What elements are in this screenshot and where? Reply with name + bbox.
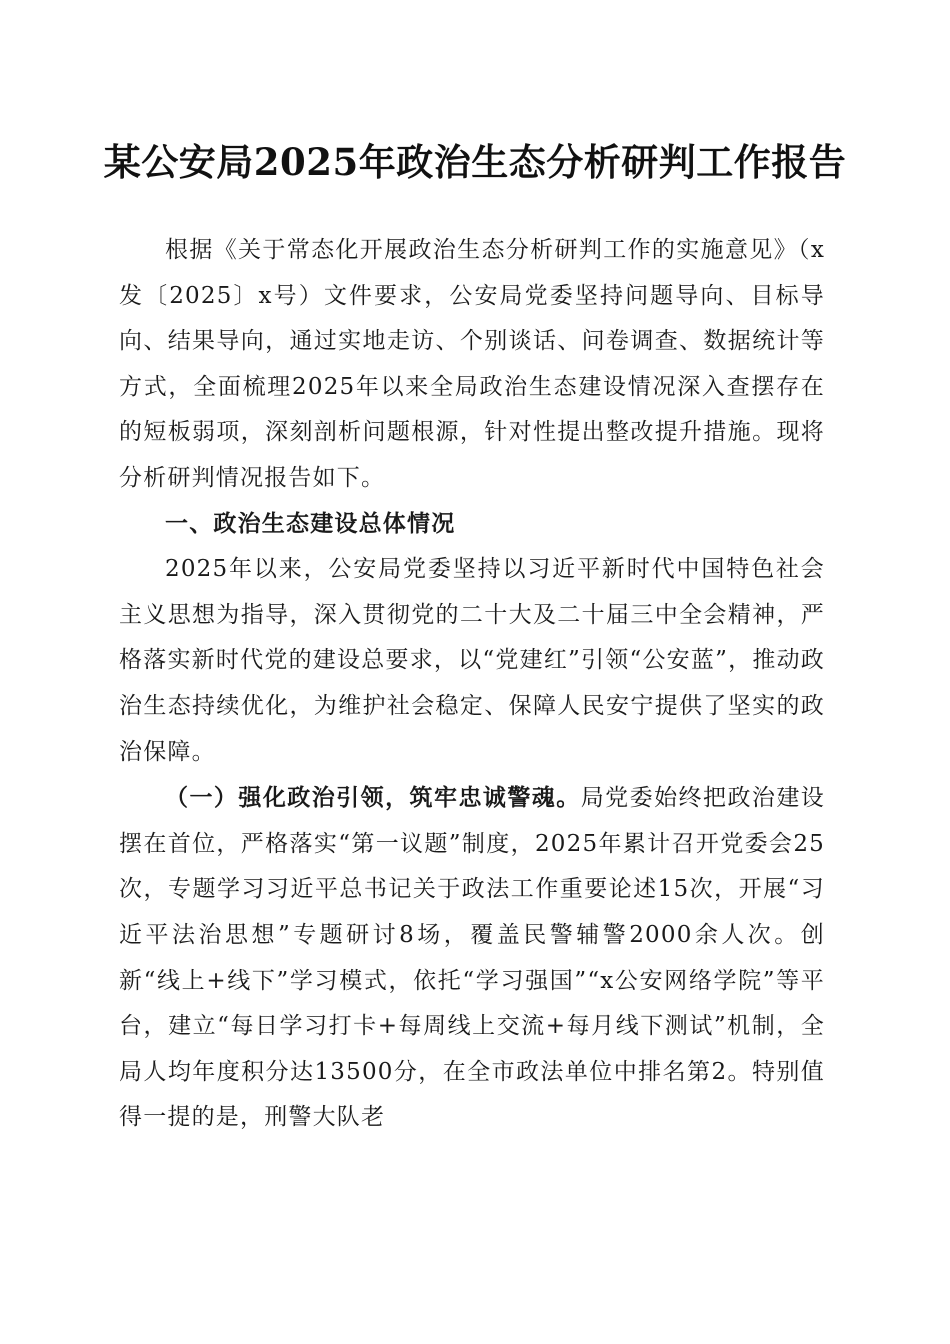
document-title: 某公安局2025年政治生态分析研判工作报告 [103, 140, 847, 184]
intro-paragraph: 根据《关于常态化开展政治生态分析研判工作的实施意见》（x发〔2025〕x号）文件要求，公安局党委坚持问题导向、目标导向、结果导向，通过实地走访、个别谈话、问卷调查、数据统计等方式，全面梳理2025年以来全局政治生态建设情况深入查摆存在的短板弱项，深刻剖析问题根源，针对性提出整改提升措施。现将分析研判情况报告如下。 [119, 237, 825, 491]
section-paragraph: 2025年以来，公安局党委坚持以习近平新时代中国特色社会主义思想为指导，深入贯彻党的二十大及二十届三中全会精神，严格落实新时代党的建设总要求，以“党建红”引领“公安蓝”，推动政治生态持续优化，为维护社会稳定、保障人民安宁提供了坚实的政治保障。 [119, 556, 825, 765]
document-body [119, 228, 825, 1141]
section-heading: 一、政治生态建设总体情况 [165, 510, 456, 537]
subsection-text: 局党委始终把政治建设摆在首位，严格落实“第一议题”制度，2025年累计召开党委会25次，专题学习习近平总书记关于政法工作重要论述15次，开展“习近平法治思想”专题研讨8场，覆盖民警辅警2000余人次。创新“线上+线下”学习模式，依托“学习强国”“x公安网络学院”等平台，建立“每日学习打卡+每周线上交流+每月线下测试”机制，全局人均年度积分达13500分，在全市政法单位中排名第2。特别值得一提的是，刑警大队老 [119, 785, 826, 1131]
subsection-heading: （一）强化政治引领，筑牢忠诚警魂。 [165, 784, 581, 812]
subsection-paragraph [119, 775, 825, 1141]
